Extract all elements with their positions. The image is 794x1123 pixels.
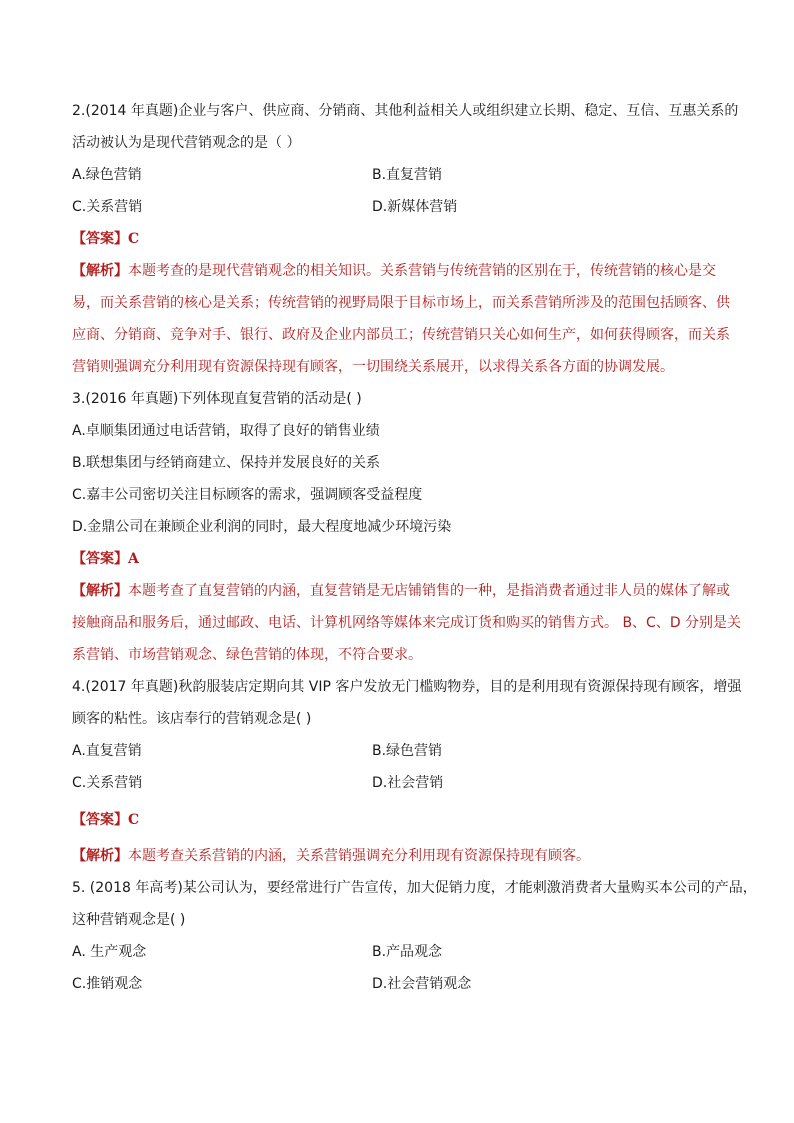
answer-value: C: [128, 812, 140, 828]
analysis-label: 【解析】: [72, 583, 128, 599]
q2-analysis-line2: 易，而关系营销的核心是关系；传统营销的视野局限于目标市场上，而关系营销所涉及的范围包括顾客、供: [72, 295, 730, 311]
answer-value: C: [128, 231, 140, 247]
analysis-text: 本题考查关系营销的内涵，关系营销强调充分利用现有资源保持现有顾客。: [128, 848, 590, 864]
analysis-text: 本题考查的是现代营销观念的相关知识。关系营销与传统营销的区别在于，传统营销的核心是交: [128, 263, 716, 279]
q3-option-b: B.联想集团与经销商建立、保持并发展良好的关系: [72, 455, 381, 471]
q3-option-d: D.金鼎公司在兼顾企业利润的同时，最大程度地减少环境污染: [72, 519, 452, 535]
q3-analysis-line3: 系营销、市场营销观念、绿色营销的体现，不符合要求。: [72, 647, 422, 663]
answer-label: 【答案】: [72, 231, 128, 247]
analysis-text: 本题考查了直复营销的内涵，直复营销是无店铺销售的一种，是指消费者通过非人员的媒体了解或: [128, 583, 730, 599]
answer-value: A: [128, 551, 139, 567]
q2-analysis-line4: 营销则强调充分利用现有资源保持现有顾客，一切围绕关系展开，以求得关系各方面的协调发展。: [72, 359, 674, 375]
q5-option-d: D.社会营销观念: [372, 976, 472, 992]
q2-analysis-line3: 应商、分销商、竞争对手、银行、政府及企业内部员工；传统营销只关心如何生产，如何获得顾客，而关系: [72, 327, 730, 343]
q2-answer: [72, 229, 139, 249]
q4-option-d: D.社会营销: [372, 775, 444, 791]
q2-analysis-line1: [72, 261, 716, 281]
answer-label: 【答案】: [72, 812, 128, 828]
q4-answer: [72, 810, 139, 830]
q3-stem: 3.(2016 年真题)下列体现直复营销的活动是( ): [72, 391, 362, 407]
q4-option-a: A.直复营销: [72, 743, 142, 759]
analysis-label: 【解析】: [72, 848, 128, 864]
q4-option-b: B.绿色营销: [372, 743, 443, 759]
q3-option-c: C.嘉丰公司密切关注目标顾客的需求，强调顾客受益程度: [72, 487, 423, 503]
q4-option-c: C.关系营销: [72, 775, 143, 791]
q4-stem-line2: 顾客的粘性。该店奉行的营销观念是( ): [72, 711, 312, 727]
q2-option-a: A.绿色营销: [72, 167, 142, 183]
q5-option-c: C.推销观念: [72, 976, 143, 992]
q3-analysis-line1: [72, 581, 730, 601]
q3-analysis-line2: 接触商品和服务后，通过邮政、电话、计算机网络等媒体来完成订货和购买的销售方式。 B、C、D 分别是关: [72, 615, 742, 631]
q5-option-a: A. 生产观念: [72, 944, 147, 960]
analysis-label: 【解析】: [72, 263, 128, 279]
q5-option-b: B.产品观念: [372, 944, 443, 960]
q4-stem-line1: 4.(2017 年真题)秋韵服装店定期向其 VIP 客户发放无门槛购物券，目的是利用现有资源保持现有顾客，增强: [72, 679, 742, 695]
q2-stem-line1: 2.(2014 年真题)企业与客户、供应商、分销商、其他利益相关人或组织建立长期、稳定、互信、互惠关系的: [72, 103, 739, 119]
q5-stem-line1: 5. (2018 年高考)某公司认为，要经常进行广告宣传，加大促销力度，才能刺激消费者大量购买本公司的产品，: [72, 880, 757, 896]
answer-label: 【答案】: [72, 551, 128, 567]
q2-stem-line2: 活动被认为是现代营销观念的是（ ）: [72, 135, 301, 151]
q2-option-c: C.关系营销: [72, 199, 143, 215]
q3-answer: [72, 549, 139, 569]
q4-analysis-line1: [72, 846, 590, 866]
q5-stem-line2: 这种营销观念是( ): [72, 912, 186, 928]
q2-option-b: B.直复营销: [372, 167, 443, 183]
q2-option-d: D.新媒体营销: [372, 199, 458, 215]
q3-option-a: A.卓顺集团通过电话营销，取得了良好的销售业绩: [72, 423, 380, 439]
